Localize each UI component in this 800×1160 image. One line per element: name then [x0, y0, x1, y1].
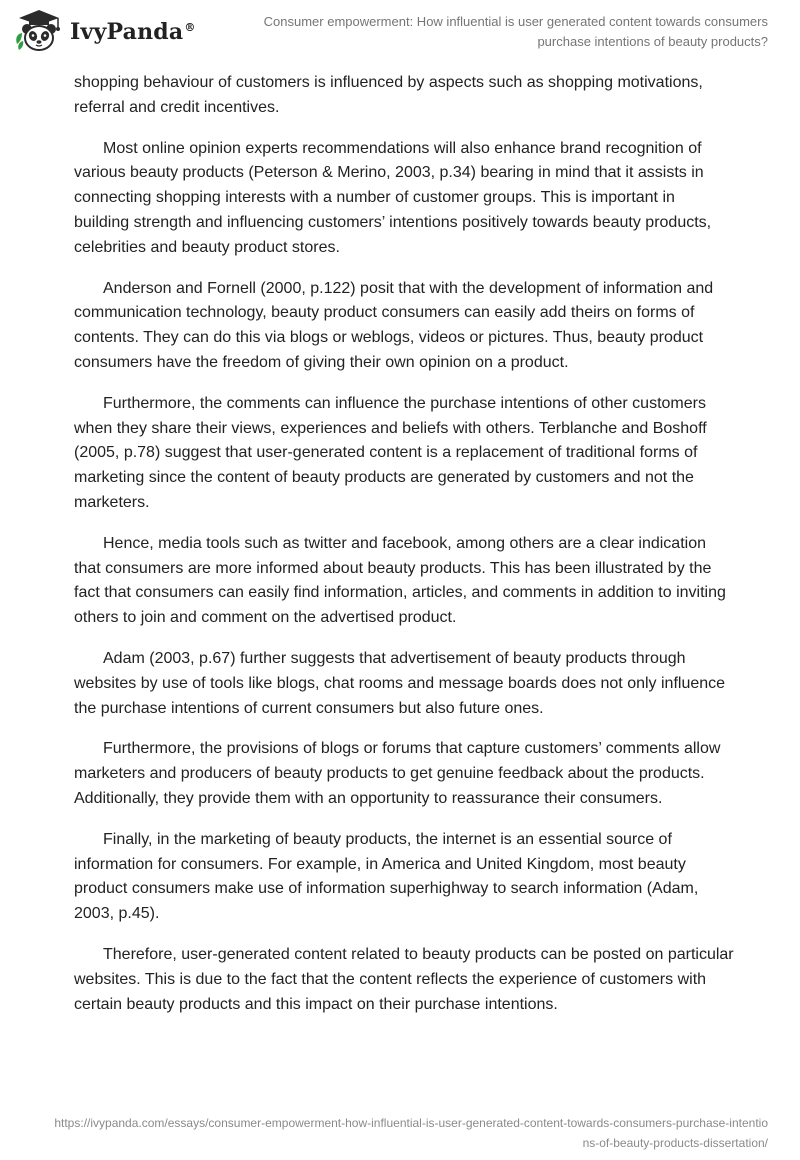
- paragraph: Hence, media tools such as twitter and facebook, among others are a clear indication that consumers are more informed about beauty products. This has been illustrated by the fact that consumers can easily find information, articles, and comments in addition to inviting others to join and comment on the advertised product.: [74, 534, 726, 627]
- page-header: [0, 0, 800, 64]
- paragraph: Most online opinion experts recommendations will also enhance brand recognition of various beauty products (Peterson & Merino, 2003, p.34) bearing in mind that it assists in connecting shopping interests with a number of customer groups. This is important in building strength and influencing customers’ intentions positively towards beauty products, celebrities and beauty product stores.: [74, 139, 712, 256]
- source-url-link[interactable]: https://ivypanda.com/essays/consumer-empowerment-how-influential-is-user-generated-content-towards-consumers-purchase-intentions-of-beauty-products-dissertation/: [54, 1116, 768, 1150]
- paragraph: shopping behaviour of customers is influenced by aspects such as shopping motivations, referral and credit incentives.: [74, 74, 703, 116]
- document-title: Consumer empowerment: How influential is user generated content towards consumers purchase intentions of beauty products?: [263, 14, 768, 49]
- panda-graduate-logo-icon: [14, 8, 64, 54]
- logo-wordmark: IvyPanda®: [70, 19, 196, 45]
- registered-mark: ®: [184, 20, 196, 34]
- paragraph: Anderson and Fornell (2000, p.122) posit that with the development of information and communication technology, beauty product consumers can easily add theirs on forms of contents. They can do this via blogs or weblogs, videos or pictures. Thus, beauty product consumers have the freedom of giving their own opinion on a product.: [74, 279, 714, 371]
- paragraph: Furthermore, the provisions of blogs or forums that capture customers’ comments allow marketers and producers of beauty products to get genuine feedback about the products. Additionally, they provide them with an opportunity to reassurance their consumers.: [74, 740, 721, 807]
- paragraph: Adam (2003, p.67) further suggests that advertisement of beauty products through websites by use of tools like blogs, chat rooms and message boards does not only influence the purchase intentions of current consumers but also future ones.: [74, 649, 726, 717]
- paragraph: Finally, in the marketing of beauty products, the internet is an essential source of information for consumers. For example, in America and United Kingdom, most beauty product consumers make use of information superhighway to search information (Adam, 2003, p.45).: [74, 830, 699, 923]
- paragraph: Therefore, user-generated content related to beauty products can be posted on particular websites. This is due to the fact that the content reflects the experience of customers with certain beauty products and this impact on their purchase intentions.: [74, 945, 734, 1013]
- essay-body: [74, 71, 734, 1033]
- paragraph: Furthermore, the comments can influence the purchase intentions of other customers when they share their views, experiences and beliefs with others. Terblanche and Boshoff (2005, p.78) suggest that user-generated content is a replacement of traditional forms of marketing since the content of beauty products are generated by customers and not the marketers.: [74, 394, 707, 511]
- ivypanda-logo[interactable]: [14, 8, 196, 54]
